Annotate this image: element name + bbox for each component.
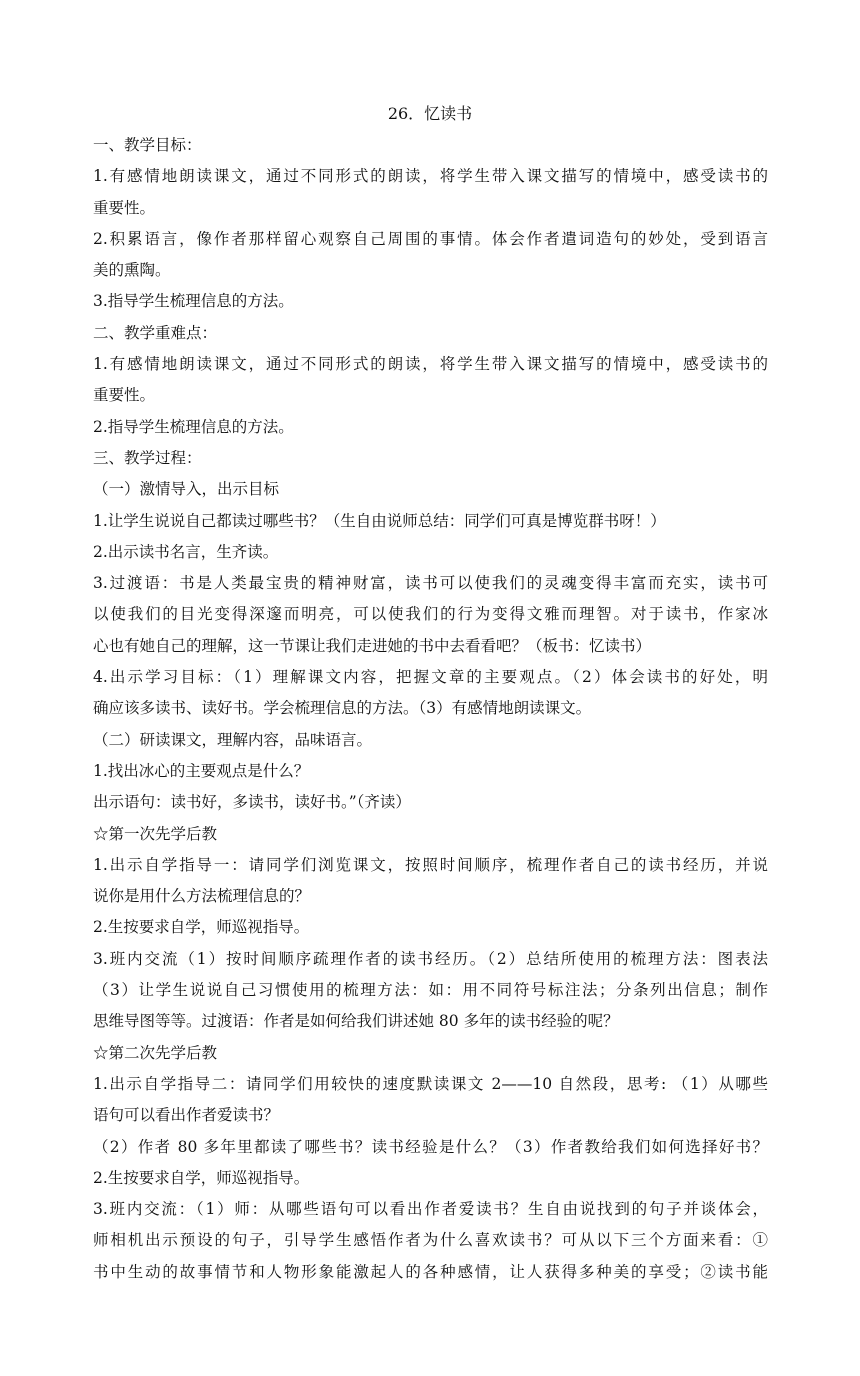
paragraph-line: 4.出示学习目标：（1）理解课文内容，把握文章的主要观点。（2）体会读书的好处，明 <box>93 668 768 687</box>
paragraph-line: 1.有感情地朗读课文，通过不同形式的朗读，将学生带入课文描写的情境中，感受读书的 <box>93 355 768 374</box>
paragraph-line: 以使我们的目光变得深邃而明亮，可以使我们的行为变得文雅而理智。对于读书，作家冰 <box>93 605 768 624</box>
subsection-heading: （二）研读课文，理解内容，品味语言。 <box>93 730 373 749</box>
section-heading-key-points: 二、教学重难点： <box>93 323 218 342</box>
paragraph-line: 美的熏陶。 <box>93 261 171 280</box>
document-title: 26．忆读书 <box>387 104 473 123</box>
paragraph-line: 2.出示读书名言，生齐读。 <box>93 542 279 561</box>
paragraph-line: 确应该多读书、读好书。学会梳理信息的方法。（3）有感情地朗读课文。 <box>93 699 592 718</box>
paragraph-line: 说你是用什么方法梳理信息的？ <box>93 887 311 906</box>
paragraph-line: 语句可以看出作者爱读书？ <box>93 1106 280 1125</box>
paragraph-line: 重要性。 <box>93 386 156 405</box>
paragraph-line: 书中生动的故事情节和人物形象能激起人的各种感情，让人获得多种美的享受；②读书能 <box>93 1262 768 1281</box>
paragraph-line: （2）作者 80 多年里都读了哪些书？读书经验是什么？（3）作者教给我们如何选择好书？ <box>93 1137 768 1156</box>
subsection-heading: （一）激情导入，出示目标 <box>93 480 280 499</box>
paragraph-line: 出示语句：读书好，多读书，读好书。”（齐读） <box>93 793 411 812</box>
paragraph-line: 1.找出冰心的主要观点是什么？ <box>93 761 310 780</box>
paragraph-line: 3.过渡语：书是人类最宝贵的精神财富，读书可以使我们的灵魂变得丰富而充实，读书可 <box>93 574 768 593</box>
paragraph-line: 思维导图等等。过渡语：作者是如何给我们讲述她 80 多年的读书经验的呢？ <box>93 1012 619 1031</box>
paragraph-line: 2.指导学生梳理信息的方法。 <box>93 417 294 436</box>
step-heading: ☆第二次先学后教 <box>93 1043 218 1062</box>
section-heading-objectives: 一、教学目标： <box>93 136 202 154</box>
paragraph-line: 1.让学生说说自己都读过哪些书？（生自由说师总结：同学们可真是博览群书呀！） <box>93 511 666 530</box>
paragraph-line: 3.指导学生梳理信息的方法。 <box>93 292 294 311</box>
paragraph-line: 3.班内交流：（1）师：从哪些语句可以看出作者爱读书？生自由说找到的句子并谈体会， <box>93 1200 768 1219</box>
paragraph-line: 重要性。 <box>93 198 156 217</box>
section-heading-process: 三、教学过程： <box>93 448 202 467</box>
step-heading: ☆第一次先学后教 <box>93 824 218 843</box>
paragraph-line: 心也有她自己的理解，这一节课让我们走进她的书中去看看吧？（板书：忆读书） <box>93 636 652 655</box>
paragraph-line: 2.积累语言，像作者那样留心观察自己周围的事情。体会作者遣词造句的妙处，受到语言 <box>93 229 768 248</box>
paragraph-line: 1.出示自学指导二：请同学们用较快的速度默读课文 2——10 自然段，思考: （1）从哪些 <box>93 1074 768 1093</box>
paragraph-line: （3）让学生说说自己习惯使用的梳理方法：如：用不同符号标注法；分条列出信息；制作 <box>93 981 768 1000</box>
paragraph-line: 2.生按要求自学，师巡视指导。 <box>93 918 310 937</box>
paragraph-line: 3.班内交流（1）按时间顺序疏理作者的读书经历。（2）总结所使用的梳理方法：图表法 <box>93 949 768 968</box>
paragraph-line: 1.出示自学指导一：请同学们浏览课文，按照时间顺序，梳理作者自己的读书经历，并说 <box>93 855 768 874</box>
paragraph-line: 2.生按要求自学，师巡视指导。 <box>93 1168 310 1187</box>
paragraph-line: 1.有感情地朗读课文，通过不同形式的朗读，将学生带入课文描写的情境中，感受读书的 <box>93 167 768 186</box>
paragraph-line: 师相机出示预设的句子，引导学生感悟作者为什么喜欢读书？可从以下三个方面来看：① <box>93 1231 768 1250</box>
document-body <box>93 130 768 1288</box>
